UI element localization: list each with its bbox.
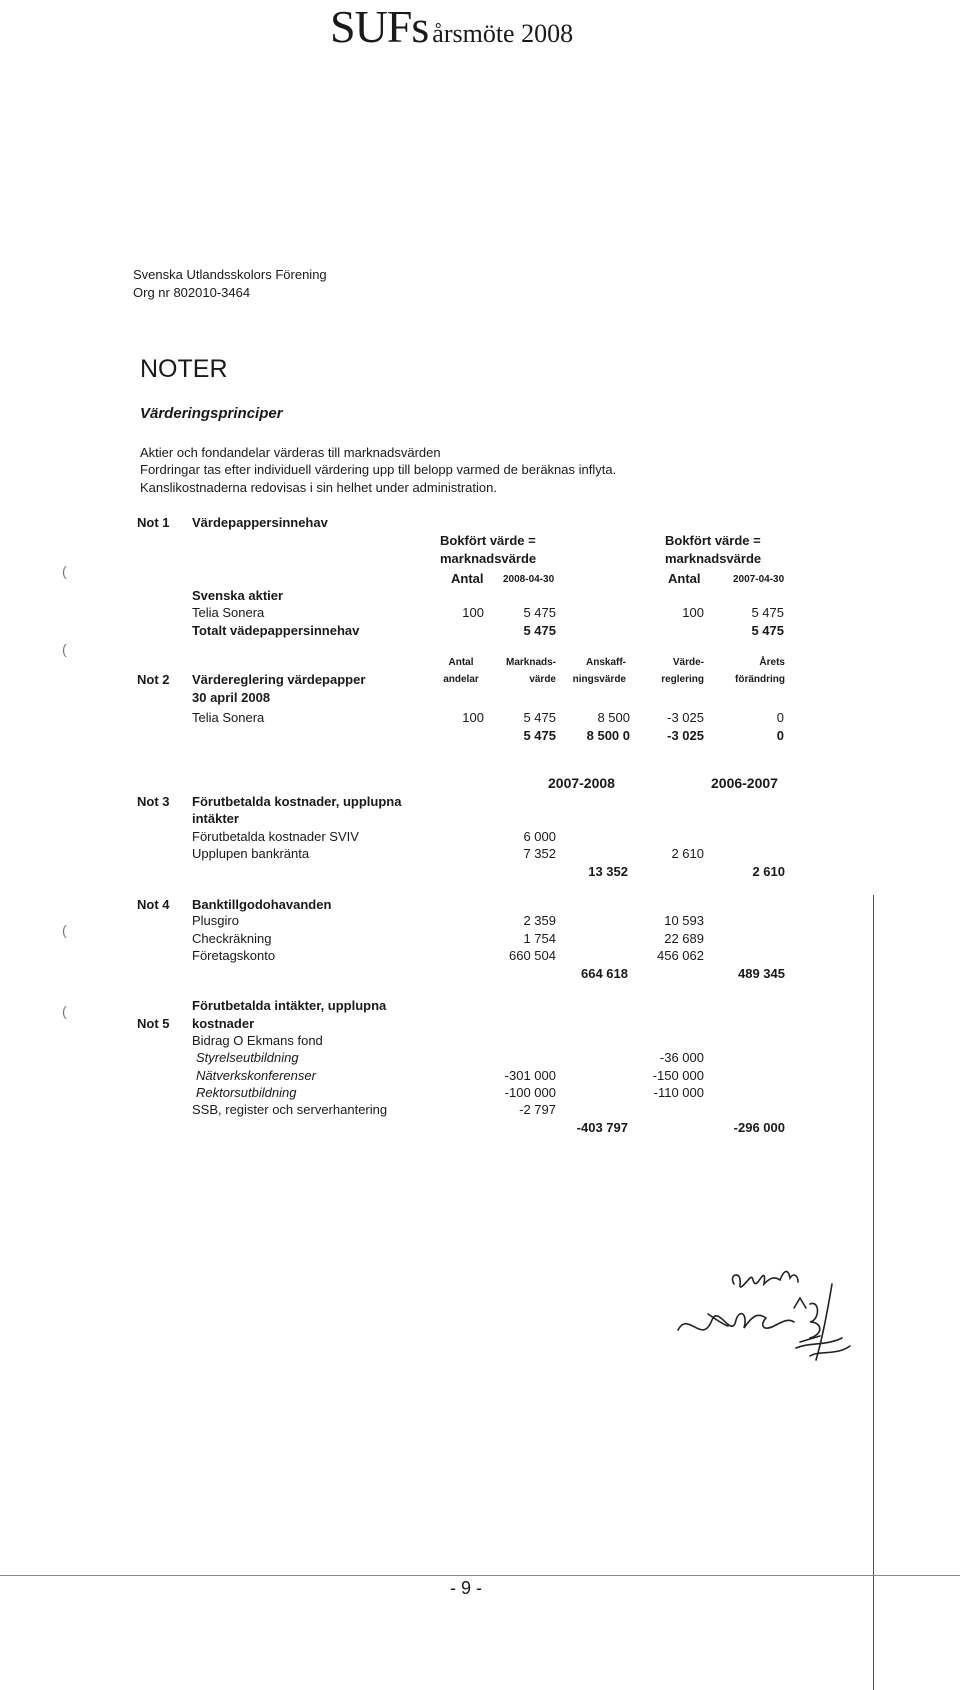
row-label: Telia Sonera xyxy=(192,605,265,620)
cell: 5 475 xyxy=(523,710,556,725)
note-title: Värdereglering värdepapper xyxy=(192,672,366,687)
col-head: värde xyxy=(529,674,556,685)
footer-rule xyxy=(0,1575,960,1576)
cell: 660 504 xyxy=(509,948,556,963)
section-label: Svenska aktier xyxy=(192,588,284,603)
note-label: Not 5 xyxy=(137,1016,170,1031)
margin-mark: ( xyxy=(62,563,67,579)
cell: -150 000 xyxy=(652,1068,704,1083)
total-cell: 5 475 xyxy=(751,623,784,638)
cell: 5 475 xyxy=(523,605,556,620)
col-antal: Antal xyxy=(668,571,701,586)
row-label: Checkräkning xyxy=(192,931,272,946)
note-label: Not 1 xyxy=(137,515,170,530)
notes-title: NOTER xyxy=(140,355,228,383)
total-cell: 489 345 xyxy=(738,966,785,981)
total-cell: -3 025 xyxy=(667,728,704,743)
cell: 100 xyxy=(462,605,484,620)
cell: 22 689 xyxy=(664,931,704,946)
cell: 100 xyxy=(682,605,704,620)
principles-line: Aktier och fondandelar värderas till marknadsvärden xyxy=(140,445,441,460)
row-label: SSB, register och serverhantering xyxy=(192,1102,388,1117)
margin-mark: ( xyxy=(62,1003,67,1019)
col-head: Värde- xyxy=(672,657,704,668)
cell: 6 000 xyxy=(523,829,556,844)
col-head: förändring xyxy=(735,674,785,685)
principles-title: Värderingsprinciper xyxy=(140,405,283,422)
cell: 456 062 xyxy=(657,948,704,963)
note-title: Banktillgodohavanden xyxy=(192,897,332,912)
cell: 8 500 xyxy=(597,710,630,725)
cell: 2 610 xyxy=(671,846,704,861)
row-label: Nätverkskonferenser xyxy=(196,1068,316,1083)
cell: -301 000 xyxy=(504,1068,556,1083)
note-title: Förutbetalda intäkter, upplupna xyxy=(192,998,387,1013)
col-head: ningsvärde xyxy=(572,674,626,685)
org-name: Svenska Utlandsskolors Förening xyxy=(133,267,327,282)
note-title: Förutbetalda kostnader, upplupna xyxy=(192,794,402,809)
total-cell: 8 500 0 xyxy=(586,728,630,743)
col-antal: Antal xyxy=(451,571,484,586)
col-head: marknadsvärde xyxy=(665,551,762,566)
margin-line xyxy=(873,895,874,1690)
total-cell: 0 xyxy=(776,728,784,743)
cell: 7 352 xyxy=(523,846,556,861)
note-title: intäkter xyxy=(192,811,239,826)
col-head: Anskaff- xyxy=(585,657,626,668)
row-label: Rektorsutbildning xyxy=(196,1085,297,1100)
note-title: Värdepappersinnehav xyxy=(192,515,328,530)
col-date: 2007-04-30 xyxy=(733,574,785,585)
total-cell: -403 797 xyxy=(576,1120,628,1135)
row-label: Styrelseutbildning xyxy=(196,1050,299,1065)
cell: 100 xyxy=(462,710,484,725)
row-label: Företagskonto xyxy=(192,948,276,963)
col-head: andelar xyxy=(443,674,479,685)
row-label: Förutbetalda kostnader SVIV xyxy=(192,829,359,844)
col-head: marknadsvärde xyxy=(440,551,537,566)
note-title: kostnader xyxy=(192,1016,255,1031)
col-head: Bokfört värde = xyxy=(665,533,761,548)
principles-line: Fordringar tas efter individuell värdering upp till belopp varmed de beräknas inflyta. xyxy=(140,462,617,477)
cell: -100 000 xyxy=(504,1085,556,1100)
note-label: Not 4 xyxy=(137,897,170,912)
col-head: Bokfört värde = xyxy=(440,533,536,548)
note-subtitle: 30 april 2008 xyxy=(192,690,271,705)
row-label: Plusgiro xyxy=(192,913,239,928)
principles-line: Kanslikostnaderna redovisas i sin helhet under administration. xyxy=(140,480,497,495)
row-label: Upplupen bankränta xyxy=(192,846,310,861)
cell: -36 000 xyxy=(659,1050,704,1065)
cell: 0 xyxy=(776,710,784,725)
margin-mark: ( xyxy=(62,641,67,657)
total-label: Totalt vädepappersinnehav xyxy=(192,623,360,638)
col-head: reglering xyxy=(661,674,704,685)
cell: 10 593 xyxy=(664,913,704,928)
cell: -2 797 xyxy=(519,1102,556,1117)
total-cell: 664 618 xyxy=(581,966,628,981)
cell: 1 754 xyxy=(523,931,556,946)
col-head: Antal xyxy=(448,657,474,668)
note-sub: Bidrag O Ekmans fond xyxy=(192,1033,323,1048)
note-label: Not 2 xyxy=(137,672,170,687)
note-label: Not 3 xyxy=(137,794,170,809)
page-header xyxy=(330,0,573,53)
total-cell: -296 000 xyxy=(733,1120,785,1135)
header-title: SUFs xyxy=(330,1,429,52)
cell: 2 359 xyxy=(523,913,556,928)
total-cell: 2 610 xyxy=(752,864,785,879)
total-cell: 13 352 xyxy=(588,864,628,879)
cell: -3 025 xyxy=(667,710,704,725)
signatures-image xyxy=(670,1260,870,1380)
year-current: 2007-2008 xyxy=(548,775,615,791)
total-cell: 5 475 xyxy=(523,623,556,638)
margin-mark: ( xyxy=(62,922,67,938)
org-number: Org nr 802010-3464 xyxy=(133,285,251,300)
col-head: Marknads- xyxy=(505,657,556,668)
col-head: Årets xyxy=(759,657,785,668)
total-cell: 5 475 xyxy=(523,728,556,743)
cell: 5 475 xyxy=(751,605,784,620)
cell: -110 000 xyxy=(653,1085,704,1100)
col-date: 2008-04-30 xyxy=(503,574,555,585)
header-subtitle: årsmöte 2008 xyxy=(432,19,574,48)
year-previous: 2006-2007 xyxy=(711,775,778,791)
row-label: Telia Sonera xyxy=(192,710,265,725)
page-number: - 9 - xyxy=(450,1578,483,1598)
